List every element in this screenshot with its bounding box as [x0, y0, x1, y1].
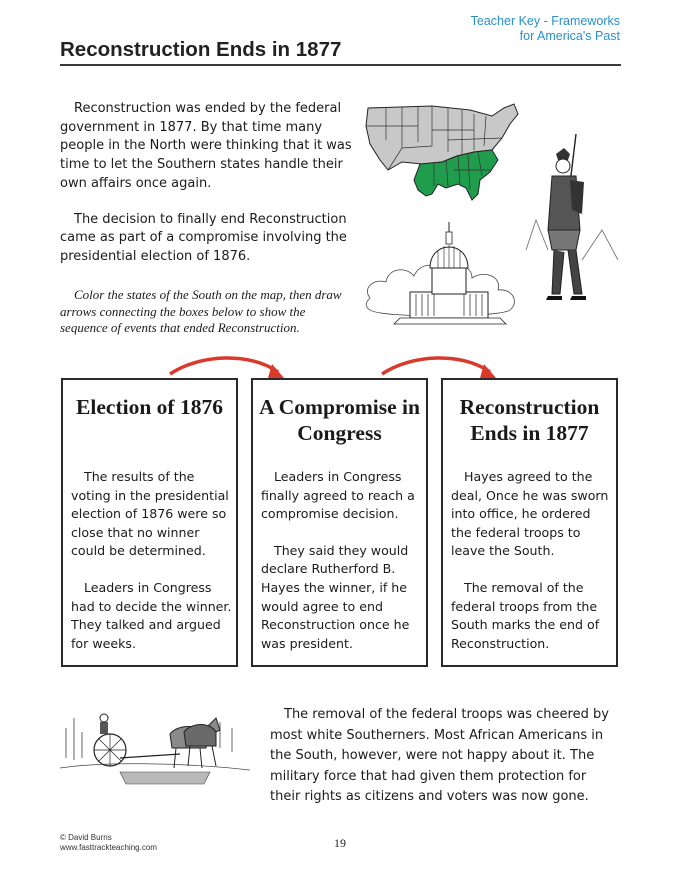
- instructions: Color the states of the South on the map, then draw arrows connecting the boxes below to show the sequence of events that ended Reconstruction.: [60, 287, 342, 335]
- intro-paragraph-2: The decision to finally end Reconstruction came as part of a compromise involving the presidential election of 1876.: [60, 211, 347, 264]
- box-paragraph: Leaders in Congress finally agreed to reach a compromise decision.: [261, 469, 415, 522]
- footer-credit: [60, 833, 157, 853]
- box-body: [261, 468, 422, 671]
- tag-line-2: for America's Past: [519, 29, 620, 43]
- box-paragraph: Leaders in Congress had to decide the winner. They talked and argued for weeks.: [71, 579, 232, 651]
- capitol-illustration: [360, 218, 530, 338]
- box-body: [451, 468, 612, 671]
- intro-text: [60, 100, 360, 284]
- box-election-1876: [61, 378, 238, 667]
- title-rule: [60, 64, 621, 66]
- teacher-key-tag: [360, 14, 620, 44]
- box-body: [71, 468, 232, 671]
- copyright: © David Burns: [60, 833, 112, 842]
- box-paragraph: The removal of the federal troops from the South marks the end of Reconstruction.: [451, 579, 600, 651]
- us-map-illustration: [362, 100, 524, 204]
- box-paragraph: The results of the voting in the presidential election of 1876 were so close that no winner could be determined.: [71, 469, 229, 559]
- box-paragraph: They said they would declare Rutherford B. Hayes the winner, if he would agree to end Reconstruction once he was president.: [261, 542, 410, 651]
- intro-paragraph-1: Reconstruction was ended by the federal government in 1877. By that time many people in the North were thinking that it was time to let the Southern states handle their own affairs once again.: [60, 101, 352, 191]
- tag-line-1: Teacher Key - Frameworks: [470, 14, 620, 28]
- box-title: Reconstruction Ends in 1877: [459, 395, 600, 445]
- website-link[interactable]: www.fasttrackteaching.com: [60, 843, 157, 852]
- soldier-illustration: [522, 130, 622, 310]
- box-reconstruction-ends: [441, 378, 618, 667]
- page-number: 19: [334, 836, 346, 850]
- closing-paragraph: The removal of the federal troops was cheered by most white Southerners. Most African Americans in the South, however, were not happy about it. The military force that had given them protection for their rights as citizens and voters was now gone.: [270, 707, 609, 804]
- page-title: Reconstruction Ends in 1877: [60, 38, 342, 61]
- box-title: Election of 1876: [76, 395, 223, 419]
- box-paragraph: Hayes agreed to the deal, Once he was sworn into office, he ordered the federal troops to leave the South.: [451, 469, 609, 559]
- farm-reaper-illustration: [60, 688, 250, 794]
- box-compromise-congress: [251, 378, 428, 667]
- box-title: A Compromise in Congress: [259, 395, 420, 445]
